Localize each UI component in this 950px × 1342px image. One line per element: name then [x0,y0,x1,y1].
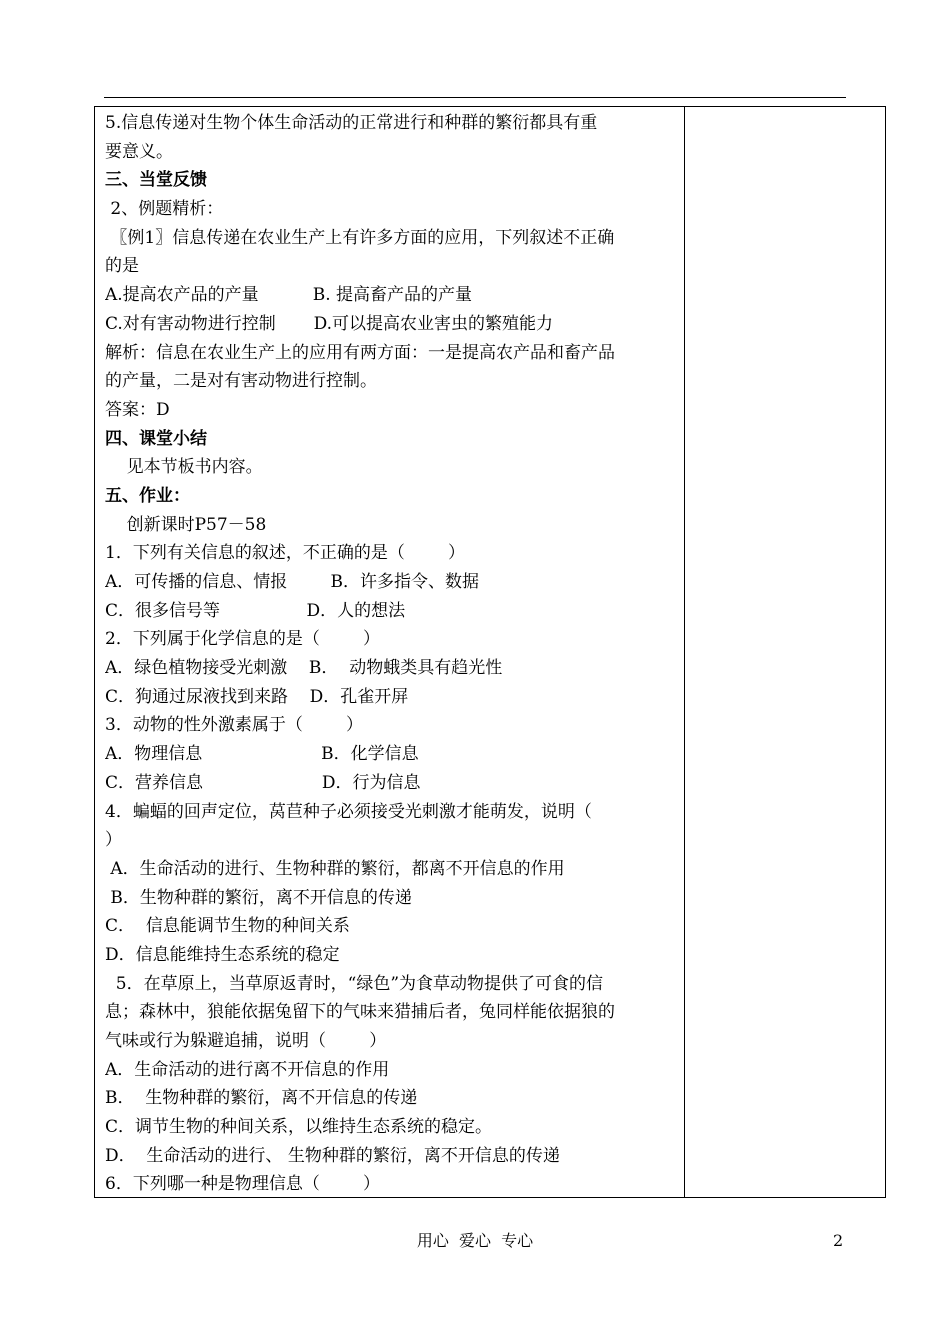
text-line: 见本节板书内容。 [105,457,263,478]
text-line: D．信息能维持生态系统的稳定 [105,944,340,965]
main-content-cell [105,109,681,1199]
text-line: 4．蝙蝠的回声定位，莴苣种子必须接受光刺激才能萌发，说明（ [105,801,592,822]
text-line: C．狗通过尿液找到来路 D．孔雀开屏 [105,686,409,707]
text-line: 的产量，二是对有害动物进行控制。 [105,371,377,392]
text-line: 创新课时P57－58 [105,514,267,535]
text-line: C．调节生物的种间关系，以维持生态系统的稳定。 [105,1117,493,1138]
content-table [94,106,886,1198]
text-line: C．营养信息 D．行为信息 [105,772,421,793]
text-line: C． 信息能调节生物的种间关系 [105,916,350,937]
text-line: B．生物种群的繁衍，离不开信息的传递 [105,887,412,908]
text-line: 6．下列哪一种是物理信息（ ） [105,1174,381,1195]
text-line: A．生命活动的进行离不开信息的作用 [105,1059,390,1080]
text-line: A．生命活动的进行、生物种群的繁衍，都离不开信息的作用 [105,858,565,879]
text-line: A．绿色植物接受光刺激 B． 动物蛾类具有趋光性 [105,658,503,679]
text-line: A.提高农产品的产量 B. 提高畜产品的产量 [105,285,473,306]
text-line: 3．动物的性外激素属于（ ） [105,715,364,736]
text-line: D． 生命活动的进行、 生物种群的繁衍，离不开信息的传递 [105,1145,560,1166]
text-line: 要意义。 [105,141,173,162]
header-rule [104,97,846,98]
text-line: 1．下列有关信息的叙述，不正确的是（ ） [105,543,466,564]
section-heading: 五、作业： [105,485,190,506]
text-line: 〖例1〗信息传递在农业生产上有许多方面的应用，下列叙述不正确 [105,227,615,248]
text-line: 答案：D [105,399,170,420]
text-line: 的是 [105,256,139,277]
text-line: 5.信息传递对生物个体生命活动的正常进行和种群的繁衍都具有重 [105,113,598,133]
text-line: 2．下列属于化学信息的是（ ） [105,629,381,650]
text-line: ） [105,830,122,851]
footer-motto: 用心 爱心 专心 [416,1231,534,1250]
column-divider [684,107,685,1197]
section-heading: 四、课堂小结 [105,428,207,449]
text-line: A．物理信息 B．化学信息 [105,744,419,765]
text-line: 气味或行为躲避追捕，说明（ ） [105,1031,387,1051]
text-line: 解析：信息在农业生产上的应用有两方面：一是提高农产品和畜产品 [105,342,615,363]
text-line: A．可传播的信息、情报 B．许多指令、数据 [105,572,479,592]
text-line: 2、例题精析： [105,199,224,220]
text-line: 5．在草原上，当草原返青时，“绿色”为食草动物提供了可食的信 [105,973,604,994]
text-line: B． 生物种群的繁衍，离不开信息的传递 [105,1088,418,1109]
text-line: C.对有害动物进行控制 D.可以提高农业害虫的繁殖能力 [105,313,554,334]
page-number: 2 [833,1231,844,1250]
text-line: 息；森林中，狼能依据兔留下的气味来猎捕后者，兔同样能依据狼的 [105,1002,615,1023]
text-line: C．很多信号等 D．人的想法 [105,600,406,621]
section-heading: 三、当堂反馈 [105,170,207,191]
